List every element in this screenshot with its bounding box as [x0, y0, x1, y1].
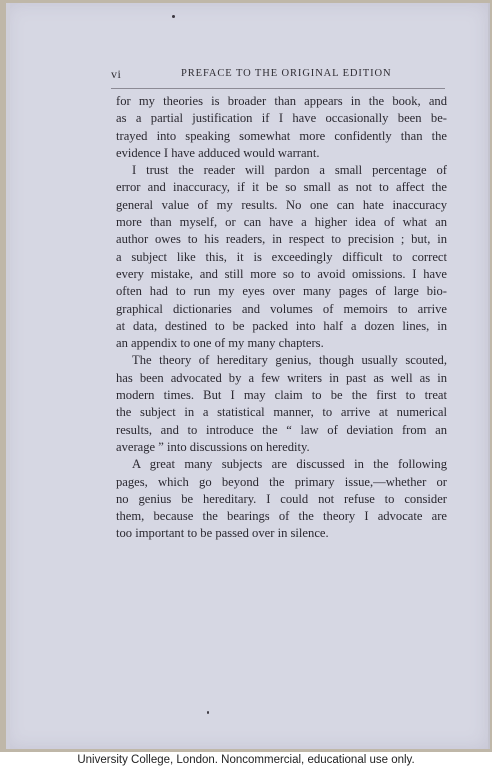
- text-line: evidence I have adduced would warrant.: [116, 145, 320, 160]
- usage-credit: University College, London. Noncommercial, educational use only.: [0, 752, 492, 769]
- text-line: author owes to his readers, in respect to precision ; but, in: [116, 232, 447, 247]
- text-line: for my theories is broader than appears in the book, and: [116, 94, 447, 108]
- text-line: I trust the reader will pardon a small percentage of: [132, 163, 447, 178]
- text-line: at data, destined to be packed into half a dozen lines, in: [116, 318, 447, 333]
- text-line: modern times. But I may claim to be the first to treat: [116, 388, 447, 403]
- running-title: PREFACE TO THE ORIGINAL EDITION: [181, 68, 392, 79]
- text-line: A great many subjects are discussed in the following: [132, 457, 447, 472]
- text-line: no genius be hereditary. I could not refuse to consider: [116, 491, 447, 506]
- text-line: often had to run my eyes over many pages of large bio-: [116, 284, 447, 299]
- ink-speck: [172, 15, 175, 18]
- text-line: them, because the bearings of the theory I advocate are: [116, 509, 447, 524]
- text-line: more than myself, or can have a higher idea of what an: [116, 215, 447, 230]
- text-line: general value of my results. No one can hate inaccuracy: [116, 197, 447, 212]
- page-binding-edge: [6, 3, 10, 749]
- text-line: pages, which go beyond the primary issue,—whether or: [116, 474, 447, 489]
- ink-speck: [207, 711, 209, 714]
- header-rule: [111, 88, 445, 89]
- text-line: error and inaccuracy, if it be so small as not to affect the: [116, 180, 447, 195]
- body-text: [116, 93, 447, 543]
- text-line: too important to be passed over in silence.: [116, 526, 329, 541]
- text-line: has been advocated by a few writers in past as well as in: [116, 370, 447, 385]
- text-line: as a partial justification if I have occasionally been be-: [116, 111, 447, 126]
- text-line: a subject like this, it is exceedingly difficult to correct: [116, 249, 447, 264]
- text-line: graphical dictionaries and volumes of memoirs to arrive: [116, 301, 447, 316]
- text-line: The theory of hereditary genius, though usually scouted,: [132, 353, 447, 368]
- text-line: trayed into speaking somewhat more confidently than the: [116, 128, 447, 143]
- paragraph-1: [116, 93, 447, 162]
- text-line: an appendix to one of my many chapters.: [116, 336, 324, 351]
- paragraph-2: [116, 162, 447, 352]
- text-line: every mistake, and still more so to avoid omissions. I have: [116, 266, 447, 281]
- text-line: the subject in a statistical manner, to arrive at numerical: [116, 405, 447, 420]
- text-line: results, and to introduce the “ law of deviation from an: [116, 422, 447, 437]
- paragraph-3: [116, 352, 447, 456]
- page-number: vi: [111, 67, 122, 81]
- paragraph-4: [116, 456, 447, 542]
- page-header: [111, 67, 444, 83]
- text-line: average ” into discussions on heredity.: [116, 439, 310, 454]
